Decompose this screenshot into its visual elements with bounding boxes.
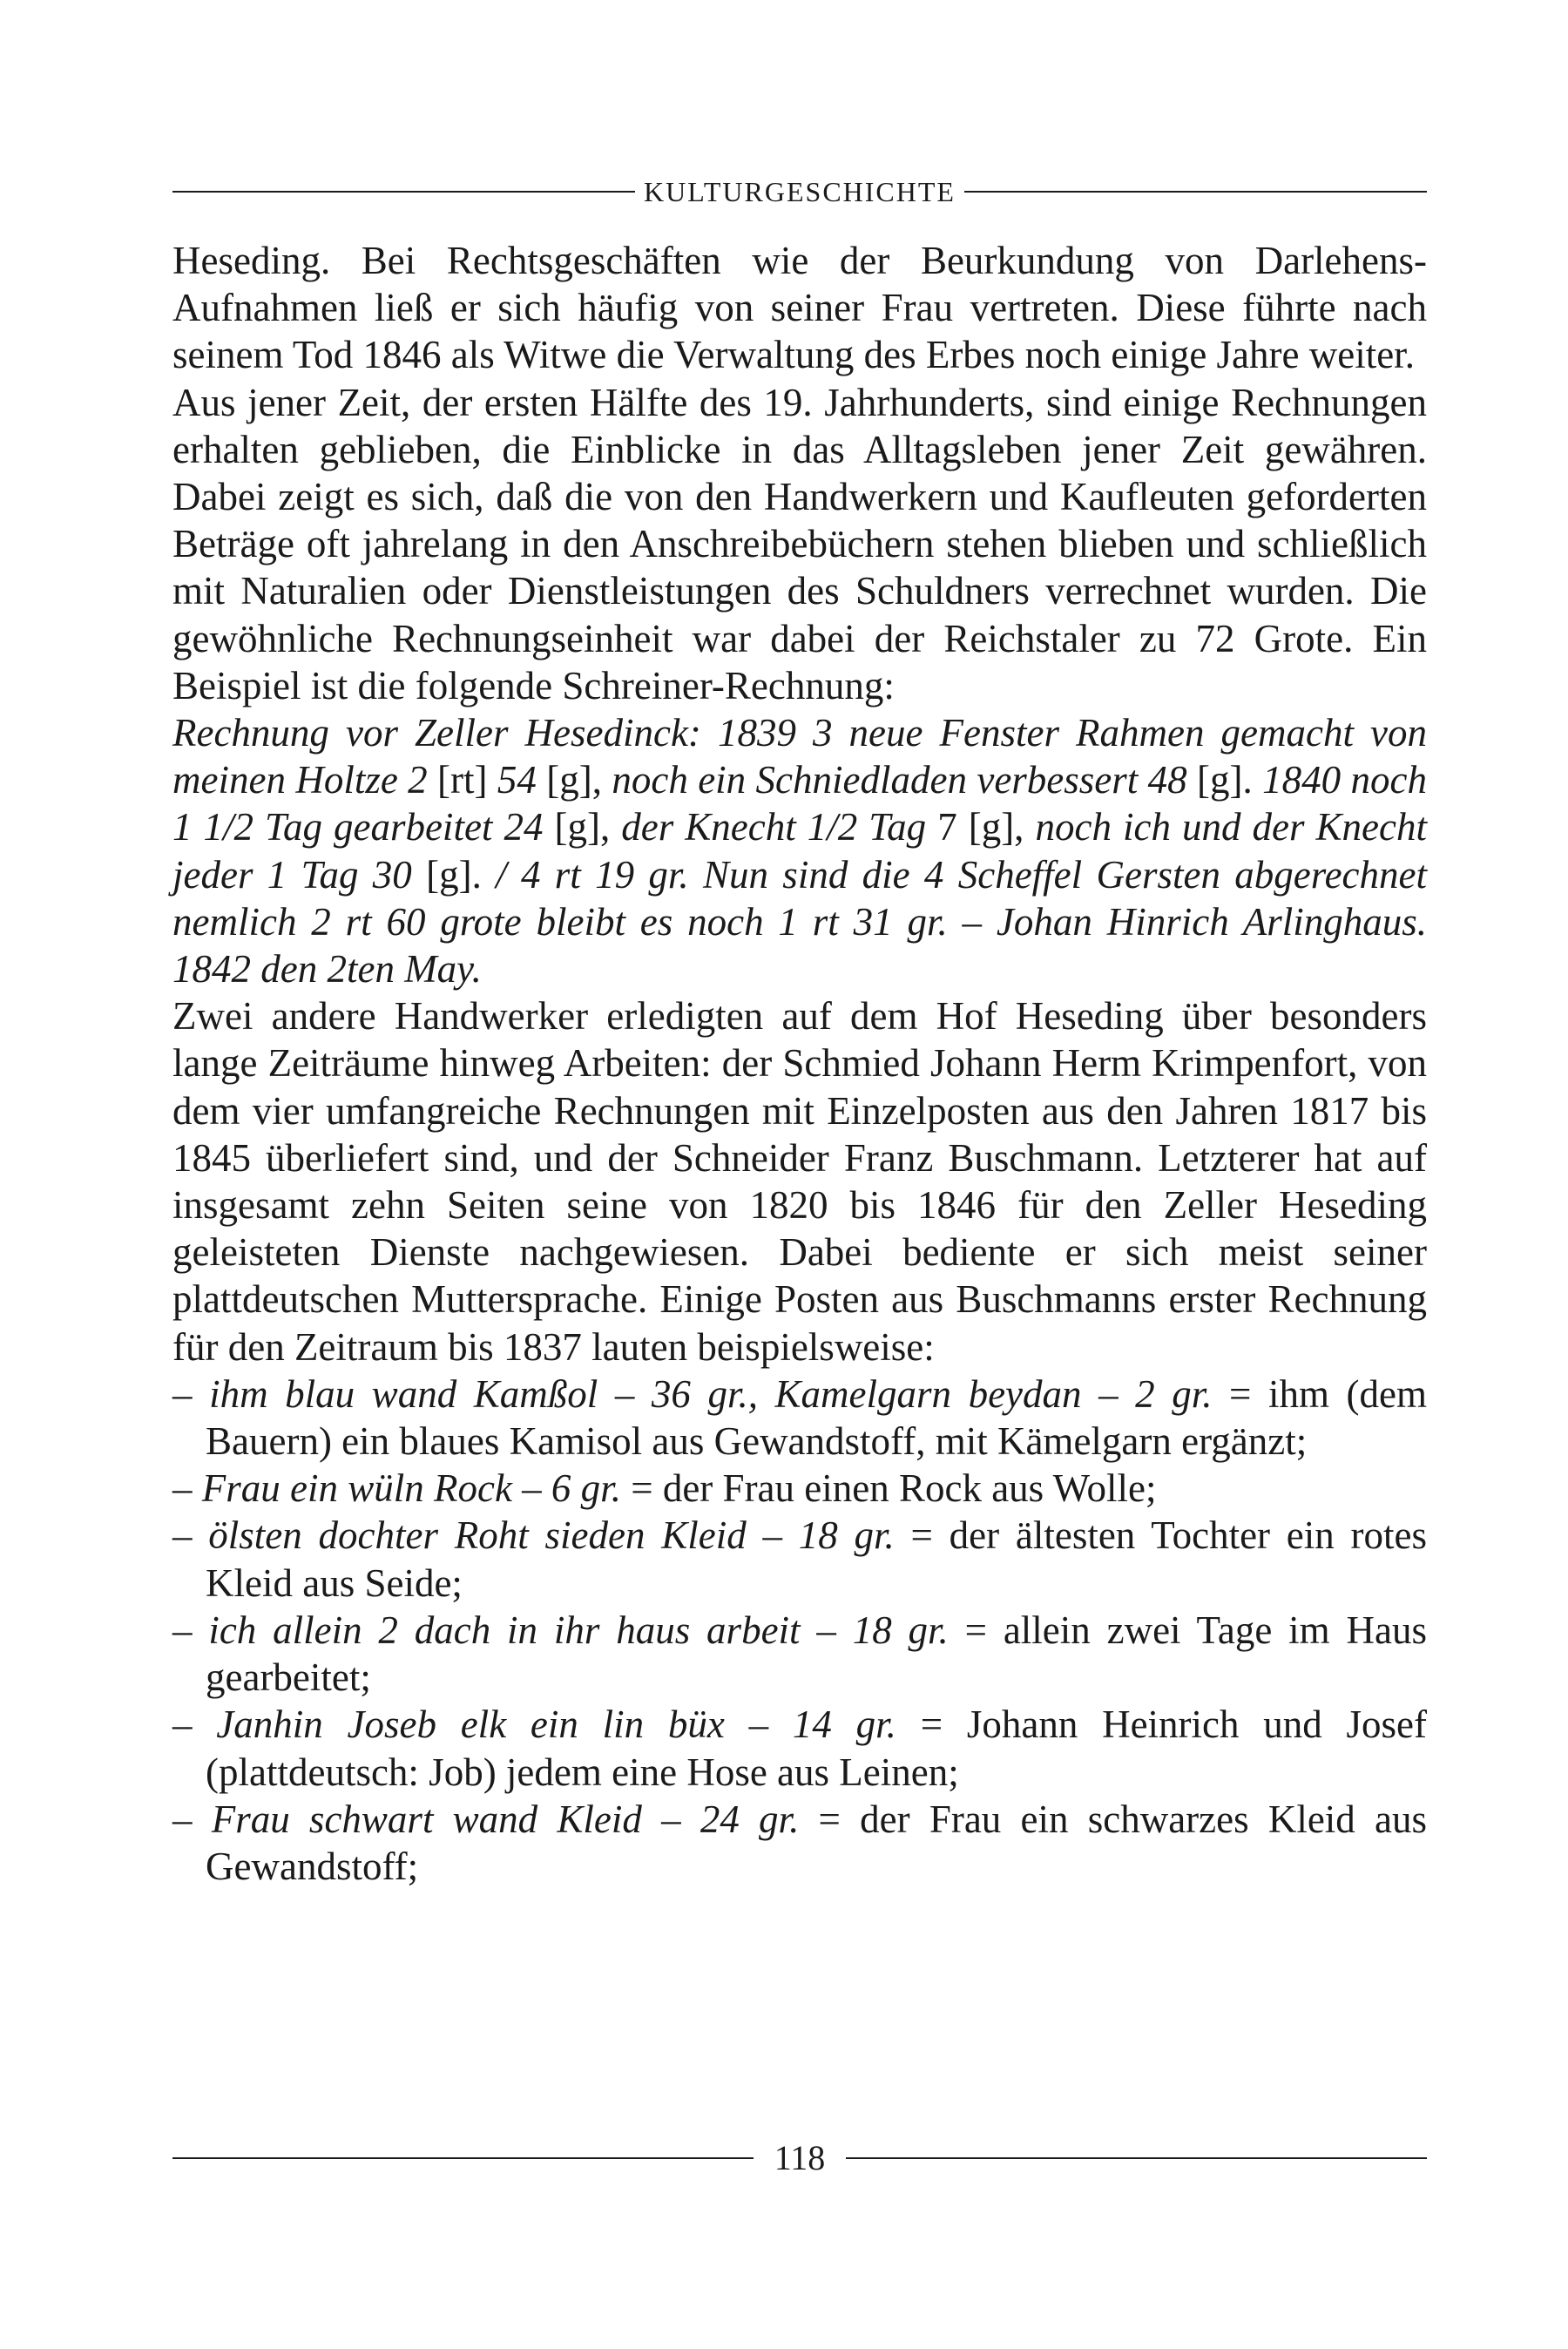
item-translation: = Johann Heinrich und Josef (plattdeutsch: Job) jedem eine Hose aus Leinen; xyxy=(206,1703,1428,1794)
running-head xyxy=(172,174,1427,209)
header-rule-left xyxy=(172,191,635,193)
list-dash: – xyxy=(172,1703,217,1747)
list-dash: – xyxy=(172,1466,202,1511)
list-dash: – xyxy=(172,1608,209,1652)
item-translation: = allein zwei Tage im Haus gearbeitet; xyxy=(206,1608,1427,1700)
quoted-invoice xyxy=(172,709,1427,992)
quote-segment: 7 [g], xyxy=(937,805,1036,850)
quote-segment: [g], xyxy=(546,758,612,802)
quote-segment: der Knecht 1/2 Tag xyxy=(621,805,938,850)
quote-segment: [rt] xyxy=(437,758,497,802)
paragraph-3: Zwei andere Handwerker erledigten auf dem Hof Heseding über besonders lange Zeiträume hinweg Arbeiten: der Schmied Johann Herm Krimpenfort, von dem vier umfangreiche Rechnungen mit Einzelposten aus den Jahren 1817 bis 1845 überliefert sind, und der Schneider Franz Buschmann. Letzterer hat auf insgesamt zehn Seiten seine von 1820 bis 1846 für den Zeller Heseding geleisteten Dienste nachgewiesen. Dabei bediente er sich meist seiner plattdeutschen Muttersprache. Einige Posten aus Buschmanns erster Rechnung für den Zeitraum bis 1837 lauten beispielsweise: xyxy=(172,994,1427,1369)
page-number: 118 xyxy=(774,2138,826,2177)
page-footer xyxy=(172,2136,1427,2180)
item-translation: = der Frau einen Rock aus Wolle; xyxy=(620,1466,1157,1511)
quote-segment: [g]. xyxy=(426,852,497,897)
list-dash: – xyxy=(172,1797,212,1841)
paragraph-1: Heseding. Bei Rechtsgeschäften wie der Beurkundung von Darlehens-Aufnahmen ließ er sich häufig von seiner Frau vertreten. Diese führte nach seinem Tod 1846 als Witwe die Verwaltung des Erbes noch einige Jahre weiter. xyxy=(172,239,1427,377)
quote-segment: 54 xyxy=(497,758,547,802)
item-dialect: ich allein 2 dach in ihr haus arbeit – 18 gr. xyxy=(208,1608,949,1652)
list-item xyxy=(172,1701,1427,1795)
list-dash: – xyxy=(172,1513,209,1558)
section-title: KULTURGESCHICHTE xyxy=(644,176,956,207)
invoice-items-list xyxy=(172,1371,1427,1890)
item-dialect: ölsten dochter Roht sieden Kleid – 18 gr. xyxy=(208,1513,895,1558)
footer-rule-left xyxy=(172,2157,754,2159)
body-text xyxy=(172,237,1427,1890)
header-rule-right xyxy=(964,191,1427,193)
list-item xyxy=(172,1512,1427,1606)
item-translation: = der ältesten Tochter ein rotes Kleid aus Seide; xyxy=(206,1513,1427,1605)
quote-segment: noch ich und der Knecht jeder 1 Tag 30 xyxy=(172,805,1427,897)
quote-segment: [g]. xyxy=(1197,758,1263,802)
quote-segment: 1840 noch 1 1/2 Tag gearbeitet 24 xyxy=(172,758,1427,850)
quote-segment: noch ein Schniedladen verbessert 48 xyxy=(612,758,1198,802)
list-item xyxy=(172,1607,1427,1701)
list-item xyxy=(172,1371,1427,1465)
item-translation: = der Frau ein schwarzes Kleid aus Gewandstoff; xyxy=(206,1797,1428,1888)
item-dialect: ihm blau wand Kamßol – 36 gr., Kamelgarn beydan – 2 gr. xyxy=(209,1371,1213,1416)
item-dialect: Janhin Joseb elk ein lin büx – 14 gr. xyxy=(216,1703,896,1747)
item-dialect: Frau schwart wand Kleid – 24 gr. xyxy=(211,1797,800,1841)
item-translation: = ihm (dem Bauern) ein blaues Kamisol aus Gewandstoff, mit Kämelgarn ergänzt; xyxy=(206,1371,1428,1464)
list-item xyxy=(172,1796,1427,1890)
quote-segment: [g], xyxy=(554,805,622,850)
list-dash: – xyxy=(172,1371,210,1416)
paragraph-2: Aus jener Zeit, der ersten Hälfte des 19. Jahrhunderts, sind einige Rechnungen erhalten geblieben, die Einblicke in das Alltagsleben jener Zeit gewähren. Dabei zeigt es sich, daß die von den Handwerkern und Kaufleuten geforderten Beträge oft jahrelang in den Anschreibebüchern stehen blieben und schließlich mit Naturalien oder Dienstleistungen des Schuldners verrechnet wurden. Die gewöhnliche Rechnungseinheit war dabei der Reichstaler zu 72 Grote. Ein Beispiel ist die folgende Schreiner-Rechnung: xyxy=(172,380,1427,707)
list-item xyxy=(172,1465,1427,1512)
quote-segment: Rechnung vor Zeller Hesedinck: 1839 3 neue Fenster Rahmen gemacht von meinen Holtze 2 xyxy=(172,711,1427,802)
item-dialect: Frau ein wüln Rock – 6 gr. xyxy=(201,1466,621,1511)
quote-segment: / 4 rt 19 gr. Nun sind die 4 Scheffel Gersten abgerechnet nemlich 2 rt 60 grote bleibt es noch 1 rt 31 gr. – Johan Hinrich Arlinghaus. 1842 den 2ten May. xyxy=(172,852,1427,992)
footer-rule-right xyxy=(846,2157,1427,2159)
